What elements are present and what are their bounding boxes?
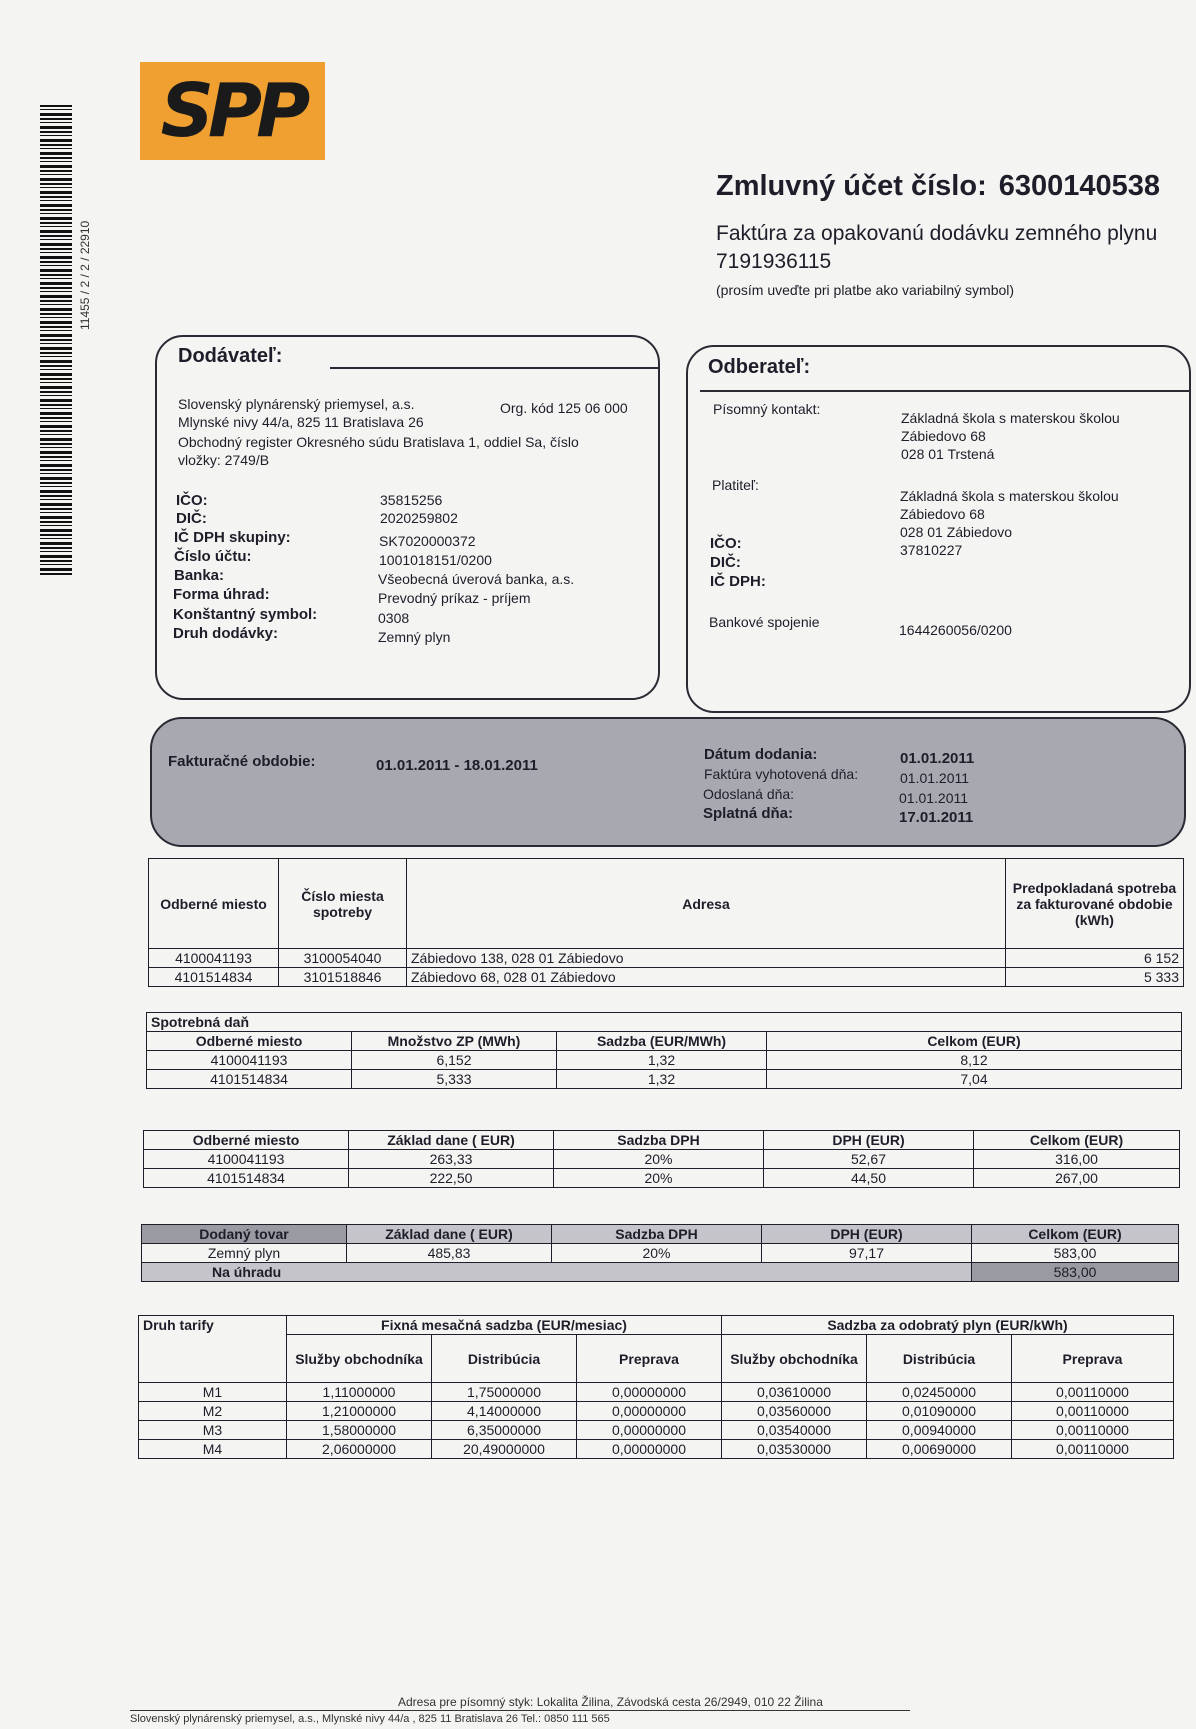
cell: 583,00 [972,1244,1179,1263]
sent-date-label: Odoslaná dňa: [703,786,795,802]
cell: 97,17 [762,1244,972,1263]
billing-period-value: 01.01.2011 - 18.01.2011 [376,757,538,774]
delivery-date-value: 01.01.2011 [900,750,975,767]
customer-title-rule [700,390,1190,392]
cell: 6 152 [1006,949,1184,968]
cell: 20% [552,1244,762,1263]
supplier-payment-value: Prevodný príkaz - príjem [378,590,531,606]
invoice-note: (prosím uveďte pri platbe ako variabilný symbol) [716,282,1015,298]
table-header-row [147,1032,1182,1051]
cell: Zemný plyn [142,1244,347,1263]
customer-payer-line-1: Základná škola s materskou školou [900,488,1119,504]
table-row [139,1383,1174,1402]
due-date-value: 17.01.2011 [899,809,974,826]
col-header: Druh tarify [139,1316,287,1383]
cell: 7,04 [767,1070,1182,1089]
supplier-bank-label: Banka: [174,567,225,584]
table-row [149,949,1184,968]
col-header: Celkom (EUR) [972,1225,1179,1244]
cell: 4100041193 [147,1051,352,1070]
table-subheader-row [139,1335,1174,1383]
cell: 4,14000000 [432,1402,577,1421]
col-header: Základ dane ( EUR) [347,1225,552,1244]
supplier-register-1: Obchodný register Okresného súdu Bratislava 1, oddiel Sa, číslo [178,434,579,450]
supplier-delivery-type-label: Druh dodávky: [173,625,279,642]
cell: 6,35000000 [432,1421,577,1440]
table-header-row [142,1225,1179,1244]
footer-company: Slovenský plynárenský priemysel, a.s., Mlynské nivy 44/a , 825 11 Bratislava 26 Tel.: 0850 111 565 [130,1713,610,1725]
supplier-title-rule [330,367,660,369]
cell: 267,00 [974,1169,1180,1188]
supplier-icdph-value: SK7020000372 [379,533,476,549]
table-row [144,1150,1180,1169]
cell: 0,00000000 [577,1402,722,1421]
col-group-header: Sadzba za odobratý plyn (EUR/kWh) [722,1316,1174,1335]
col-header: Adresa [407,859,1006,949]
table-title-row [147,1013,1182,1032]
col-header: Celkom (EUR) [974,1131,1180,1150]
issued-date-value: 01.01.2011 [900,770,970,786]
col-header: Odberné miesto [144,1131,349,1150]
col-header: Množstvo ZP (MWh) [352,1032,557,1051]
customer-contact-line-2: Zábiedovo 68 [901,428,986,444]
cell: 0,00110000 [1012,1402,1174,1421]
customer-payer-line-2: Zábiedovo 68 [900,506,985,522]
customer-title: Odberateľ: [704,356,814,379]
cell: 316,00 [974,1150,1180,1169]
col-header: Sadzba (EUR/MWh) [557,1032,767,1051]
cell: 52,67 [764,1150,974,1169]
col-header: Služby obchodníka [722,1335,867,1383]
cell: M3 [139,1421,287,1440]
cell: 263,33 [349,1150,554,1169]
cell: 0,01090000 [867,1402,1012,1421]
due-total: 583,00 [972,1263,1179,1282]
cell: 1,75000000 [432,1383,577,1402]
table-row [139,1402,1174,1421]
col-header: Základ dane ( EUR) [349,1131,554,1150]
customer-contact-line-3: 028 01 Trstená [901,446,995,462]
cell: 0,00110000 [1012,1440,1174,1459]
barcode-text: 11455 / 2 / 2 / 22910 [78,220,92,330]
barcode [40,105,72,575]
cell: 1,32 [557,1051,767,1070]
sent-date-value: 01.01.2011 [899,790,969,806]
table-row [147,1051,1182,1070]
cell: 4100041193 [144,1150,349,1169]
cell: 1,11000000 [287,1383,432,1402]
col-group-header: Fixná mesačná sadzba (EUR/mesiac) [287,1316,722,1335]
cell: 1,58000000 [287,1421,432,1440]
cell: 1,32 [557,1070,767,1089]
supplier-dic-value: 2020259802 [380,510,458,526]
summary-table [141,1224,1179,1282]
cell: 4101514834 [144,1169,349,1188]
col-header: DPH (EUR) [764,1131,974,1150]
customer-contact-label: Písomný kontakt: [713,401,821,417]
cell: Zábiedovo 68, 028 01 Zábiedovo [407,968,1006,987]
cell: 5,333 [352,1070,557,1089]
customer-payer-label: Platiteľ: [712,477,759,493]
cell: 0,03540000 [722,1421,867,1440]
invoice-number: 7191936115 [716,250,832,273]
vat-table [143,1130,1180,1188]
col-header: Preprava [1012,1335,1174,1383]
account-number: 6300140538 [998,170,1161,202]
table-row [139,1421,1174,1440]
account-number-line [716,170,1160,203]
col-header: Distribúcia [867,1335,1012,1383]
consumption-places-table [148,858,1184,987]
supplier-constant-symbol-label: Konštantný symbol: [173,606,318,623]
cell: Zábiedovo 138, 028 01 Zábiedovo [407,949,1006,968]
cell: 0,03530000 [722,1440,867,1459]
supplier-ico-value: 35815256 [380,492,443,508]
customer-dic-label: DIČ: [710,554,741,571]
col-header: Sadzba DPH [552,1225,762,1244]
col-header: DPH (EUR) [762,1225,972,1244]
supplier-name: Slovenský plynárenský priemysel, a.s. [178,396,415,412]
supplier-delivery-type-value: Zemný plyn [378,629,451,645]
cell: 4100041193 [149,949,279,968]
supplier-address: Mlynské nivy 44/a, 825 11 Bratislava 26 [178,414,424,430]
due-label: Na úhradu [142,1263,972,1282]
supplier-dic-label: DIČ: [176,510,207,527]
col-header: Číslo miesta spotreby [279,859,407,949]
cell: 0,00110000 [1012,1383,1174,1402]
delivery-date-label: Dátum dodania: [704,746,818,763]
table-header-row [149,859,1184,949]
cell: 44,50 [764,1169,974,1188]
customer-ico-value: 37810227 [900,542,963,558]
cell: 0,00940000 [867,1421,1012,1440]
cell: 4101514834 [149,968,279,987]
issued-date-label: Faktúra vyhotovená dňa: [704,766,859,782]
supplier-title: Dodávateľ: [174,345,286,368]
cell: 0,00690000 [867,1440,1012,1459]
customer-icdph-label: IČ DPH: [710,573,766,590]
account-label: Zmluvný účet číslo: [716,170,987,202]
supplier-register-2: vložky: 2749/B [178,452,270,468]
supplier-account-value: 1001018151/0200 [379,552,492,568]
cell: 6,152 [352,1051,557,1070]
cell: 1,21000000 [287,1402,432,1421]
cell: M1 [139,1383,287,1402]
logo-text: SPP [160,68,305,154]
table-header-row [144,1131,1180,1150]
supplier-account-label: Číslo účtu: [174,548,252,565]
customer-bank-value: 1644260056/0200 [899,622,1012,638]
col-header: Sadzba DPH [554,1131,764,1150]
col-header: Preprava [577,1335,722,1383]
cell: 8,12 [767,1051,1182,1070]
invoice-title: Faktúra za opakovanú dodávku zemného plynu [716,222,1158,245]
tariff-table [138,1315,1174,1459]
cell: 3100054040 [279,949,407,968]
table-row [139,1440,1174,1459]
col-header: Odberné miesto [147,1032,352,1051]
supplier-payment-label: Forma úhrad: [173,586,270,603]
cell: 0,00000000 [577,1440,722,1459]
table-header-row [139,1316,1174,1335]
col-header: Celkom (EUR) [767,1032,1182,1051]
supplier-icdph-label: IČ DPH skupiny: [174,529,291,546]
spp-logo [140,62,325,160]
col-header: Distribúcia [432,1335,577,1383]
supplier-bank-value: Všeobecná úverová banka, a.s. [378,571,575,587]
cell: 20,49000000 [432,1440,577,1459]
cell: 0,00000000 [577,1421,722,1440]
due-date-label: Splatná dňa: [703,805,794,822]
cell: 0,00000000 [577,1383,722,1402]
cell: M2 [139,1402,287,1421]
cell: 20% [554,1169,764,1188]
footer-address: Adresa pre písomný styk: Lokalita Žilina, Závodská cesta 26/2949, 010 22 Žilina [398,1695,823,1709]
cell: M4 [139,1440,287,1459]
cell: 0,03560000 [722,1402,867,1421]
cell: 3101518846 [279,968,407,987]
footer-rule [130,1710,910,1711]
customer-ico-label: IČO: [710,535,742,552]
billing-period-label: Fakturačné obdobie: [168,753,316,770]
cell: 4101514834 [147,1070,352,1089]
supplier-ico-label: IČO: [176,492,208,509]
table-row [144,1169,1180,1188]
cell: 0,03610000 [722,1383,867,1402]
excise-tax-table [146,1012,1182,1089]
cell: 0,00110000 [1012,1421,1174,1440]
cell: 222,50 [349,1169,554,1188]
customer-bank-label: Bankové spojenie [709,614,820,630]
cell: 485,83 [347,1244,552,1263]
customer-contact-line-1: Základná škola s materskou školou [901,410,1120,426]
supplier-constant-symbol-value: 0308 [378,610,410,626]
due-row [142,1263,1179,1282]
col-header: Odberné miesto [149,859,279,949]
table-row [149,968,1184,987]
cell: 5 333 [1006,968,1184,987]
col-header: Služby obchodníka [287,1335,432,1383]
table-row [142,1244,1179,1263]
table-row [147,1070,1182,1089]
cell: 2,06000000 [287,1440,432,1459]
col-header: Dodaný tovar [142,1225,347,1244]
supplier-org-code: Org. kód 125 06 000 [500,400,628,416]
excise-title: Spotrebná daň [147,1013,1182,1032]
customer-payer-line-3: 028 01 Zábiedovo [900,524,1013,540]
col-header: Predpokladaná spotreba za fakturované obdobie (kWh) [1006,859,1184,949]
cell: 0,02450000 [867,1383,1012,1402]
cell: 20% [554,1150,764,1169]
billing-period-band [150,717,1186,847]
